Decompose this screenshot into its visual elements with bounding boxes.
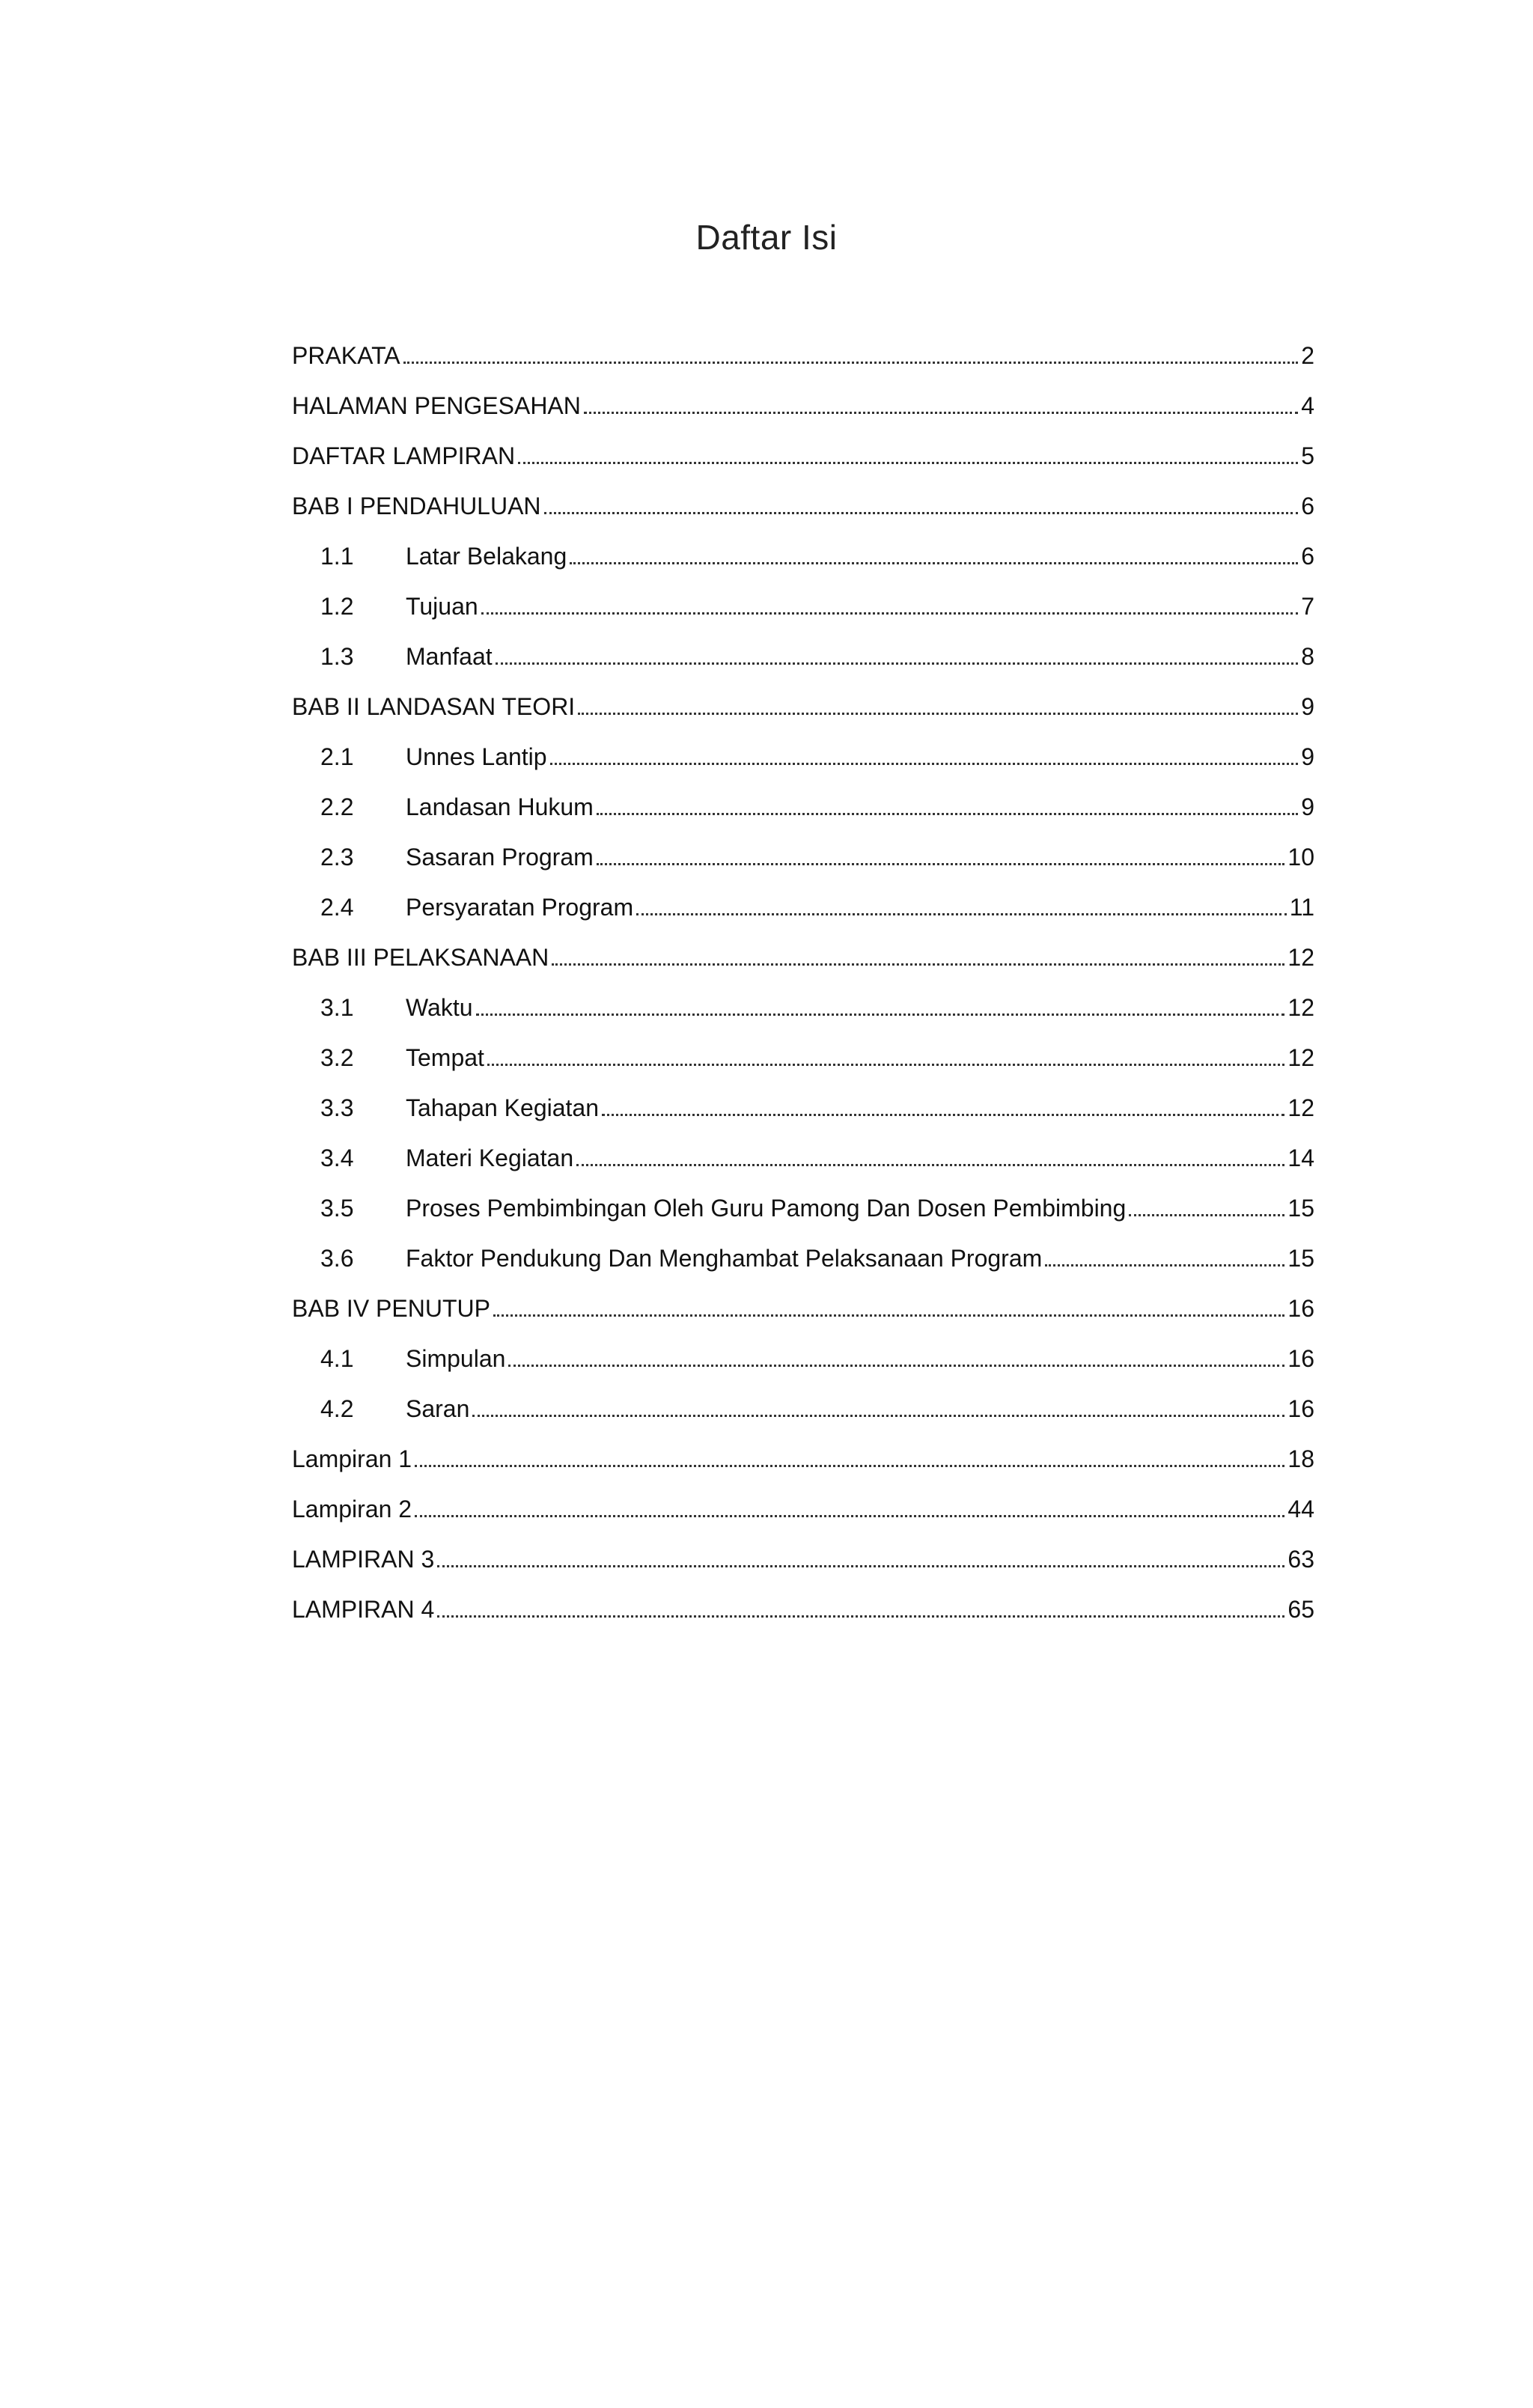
toc-dot-leader (518, 462, 1298, 464)
toc-entry-label: Unnes Lantip (406, 743, 547, 770)
toc-entry-number: 3.2 (320, 1044, 354, 1071)
toc-entry[interactable] (292, 1281, 1314, 1331)
toc-entry-number: 2.4 (320, 894, 354, 921)
toc-dot-leader (602, 1114, 1284, 1116)
toc-dot-leader (1045, 1264, 1284, 1267)
toc-dot-leader (552, 963, 1284, 966)
toc-entry-page-number: 16 (1287, 1295, 1314, 1322)
toc-entry-page-number: 8 (1301, 643, 1314, 670)
toc-entry-page-number: 44 (1287, 1496, 1314, 1522)
toc-dot-leader (570, 562, 1298, 564)
toc-entry-page-number: 4 (1301, 392, 1314, 419)
toc-entry-page-number: 9 (1301, 693, 1314, 720)
toc-entry-page-number: 11 (1289, 894, 1314, 921)
toc-dot-leader (584, 412, 1298, 414)
toc-dot-leader (481, 612, 1299, 615)
toc-entry[interactable] (292, 1231, 1314, 1281)
toc-entry[interactable] (292, 328, 1314, 378)
toc-entry[interactable] (292, 1381, 1314, 1431)
toc-entry[interactable] (292, 378, 1314, 428)
toc-entry-label: Tujuan (406, 593, 478, 620)
toc-entry-label: DAFTAR LAMPIRAN (292, 442, 516, 469)
toc-entry-page-number: 9 (1301, 743, 1314, 770)
toc-dot-leader (508, 1365, 1284, 1367)
toc-entry[interactable] (292, 1180, 1314, 1231)
toc-dot-leader (437, 1565, 1284, 1567)
toc-entry-label: Saran (406, 1395, 470, 1422)
toc-entry-label: Tahapan Kegiatan (406, 1094, 599, 1121)
toc-entry[interactable] (292, 880, 1314, 930)
toc-entry[interactable] (292, 478, 1314, 528)
toc-dot-leader (550, 763, 1299, 765)
toc-dot-leader (576, 1164, 1284, 1166)
toc-entry-label: Waktu (406, 994, 473, 1021)
page-title: Daftar Isi (695, 218, 838, 257)
toc-entry-number: 4.2 (320, 1395, 354, 1422)
toc-dot-leader (476, 1014, 1285, 1016)
toc-dot-leader (597, 863, 1285, 865)
toc-entry-page-number: 10 (1287, 844, 1314, 871)
toc-entry-number: 1.3 (320, 643, 354, 670)
toc-entry-page-number: 5 (1301, 442, 1314, 469)
toc-dot-leader (415, 1515, 1284, 1517)
toc-entry-label: BAB IV PENUTUP (292, 1295, 490, 1322)
toc-entry-label: Proses Pembimbingan Oleh Guru Pamong Dan Dosen Pembimbing (406, 1195, 1127, 1222)
toc-entry-number: 3.5 (320, 1195, 354, 1222)
toc-entry[interactable] (292, 980, 1314, 1030)
toc-entry[interactable] (292, 729, 1314, 779)
toc-entry[interactable] (292, 1331, 1314, 1381)
toc-entry-number: 3.4 (320, 1144, 354, 1171)
toc-entry-label: Tempat (406, 1044, 484, 1071)
toc-dot-leader (544, 512, 1299, 514)
table-of-contents (292, 328, 1314, 1632)
toc-entry[interactable] (292, 1582, 1314, 1632)
toc-entry-number: 1.1 (320, 543, 354, 570)
toc-entry-label: Materi Kegiatan (406, 1144, 574, 1171)
toc-entry-number: 2.2 (320, 793, 354, 820)
toc-entry[interactable] (292, 528, 1314, 579)
toc-dot-leader (597, 813, 1298, 815)
toc-entry-page-number: 16 (1287, 1395, 1314, 1422)
toc-entry[interactable] (292, 829, 1314, 880)
toc-entry-label: LAMPIRAN 3 (292, 1546, 435, 1573)
toc-entry[interactable] (292, 1481, 1314, 1531)
toc-entry-label: BAB III PELAKSANAAN (292, 944, 549, 971)
toc-entry-label: Simpulan (406, 1345, 506, 1372)
toc-entry-number: 2.1 (320, 743, 354, 770)
toc-dot-leader (578, 713, 1298, 715)
toc-entry-number: 3.6 (320, 1245, 354, 1272)
toc-dot-leader (403, 362, 1299, 364)
toc-entry-number: 3.3 (320, 1094, 354, 1121)
toc-dot-leader (493, 1314, 1284, 1317)
toc-entry-page-number: 14 (1287, 1144, 1314, 1171)
toc-entry-label: Manfaat (406, 643, 493, 670)
toc-entry[interactable] (292, 579, 1314, 629)
toc-entry-number: 1.2 (320, 593, 354, 620)
toc-entry-label: Lampiran 1 (292, 1445, 412, 1472)
toc-entry-number: 4.1 (320, 1345, 354, 1372)
toc-entry-label: Persyaratan Program (406, 894, 634, 921)
toc-entry[interactable] (292, 930, 1314, 980)
toc-dot-leader (636, 913, 1287, 915)
toc-entry-label: Lampiran 2 (292, 1496, 412, 1522)
toc-entry[interactable] (292, 1531, 1314, 1582)
toc-entry-page-number: 2 (1301, 342, 1314, 369)
toc-entry-page-number: 18 (1287, 1445, 1314, 1472)
toc-entry[interactable] (292, 679, 1314, 729)
toc-entry-label: Faktor Pendukung Dan Menghambat Pelaksanaan Program (406, 1245, 1043, 1272)
toc-entry-label: HALAMAN PENGESAHAN (292, 392, 581, 419)
toc-dot-leader (487, 1064, 1284, 1066)
toc-dot-leader (437, 1615, 1284, 1618)
toc-entry-page-number: 7 (1301, 593, 1314, 620)
toc-entry-number: 2.3 (320, 844, 354, 871)
toc-entry[interactable] (292, 1431, 1314, 1481)
toc-entry-page-number: 9 (1301, 793, 1314, 820)
toc-entry[interactable] (292, 1080, 1314, 1130)
toc-entry-label: PRAKATA (292, 342, 400, 369)
toc-dot-leader (496, 662, 1299, 665)
toc-entry-page-number: 15 (1287, 1195, 1314, 1222)
toc-entry-page-number: 65 (1287, 1596, 1314, 1623)
toc-entry-label: BAB II LANDASAN TEORI (292, 693, 576, 720)
toc-entry-label: Latar Belakang (406, 543, 567, 570)
toc-entry[interactable] (292, 779, 1314, 829)
toc-entry-label: Landasan Hukum (406, 793, 594, 820)
toc-entry-page-number: 6 (1301, 493, 1314, 519)
toc-entry-page-number: 12 (1287, 1094, 1314, 1121)
toc-entry-page-number: 63 (1287, 1546, 1314, 1573)
toc-entry-page-number: 12 (1287, 994, 1314, 1021)
toc-entry[interactable] (292, 428, 1314, 478)
toc-entry[interactable] (292, 629, 1314, 679)
toc-entry-number: 3.1 (320, 994, 354, 1021)
toc-entry-label: Sasaran Program (406, 844, 594, 871)
toc-dot-leader (472, 1415, 1284, 1417)
toc-entry-page-number: 6 (1301, 543, 1314, 570)
toc-dot-leader (1129, 1214, 1284, 1216)
toc-entry-label: BAB I PENDAHULUAN (292, 493, 541, 519)
toc-entry[interactable] (292, 1030, 1314, 1080)
toc-entry-page-number: 15 (1287, 1245, 1314, 1272)
toc-entry-page-number: 16 (1287, 1345, 1314, 1372)
toc-entry[interactable] (292, 1130, 1314, 1180)
toc-entry-page-number: 12 (1287, 1044, 1314, 1071)
toc-entry-page-number: 12 (1287, 944, 1314, 971)
toc-dot-leader (415, 1465, 1284, 1467)
toc-entry-label: LAMPIRAN 4 (292, 1596, 435, 1623)
